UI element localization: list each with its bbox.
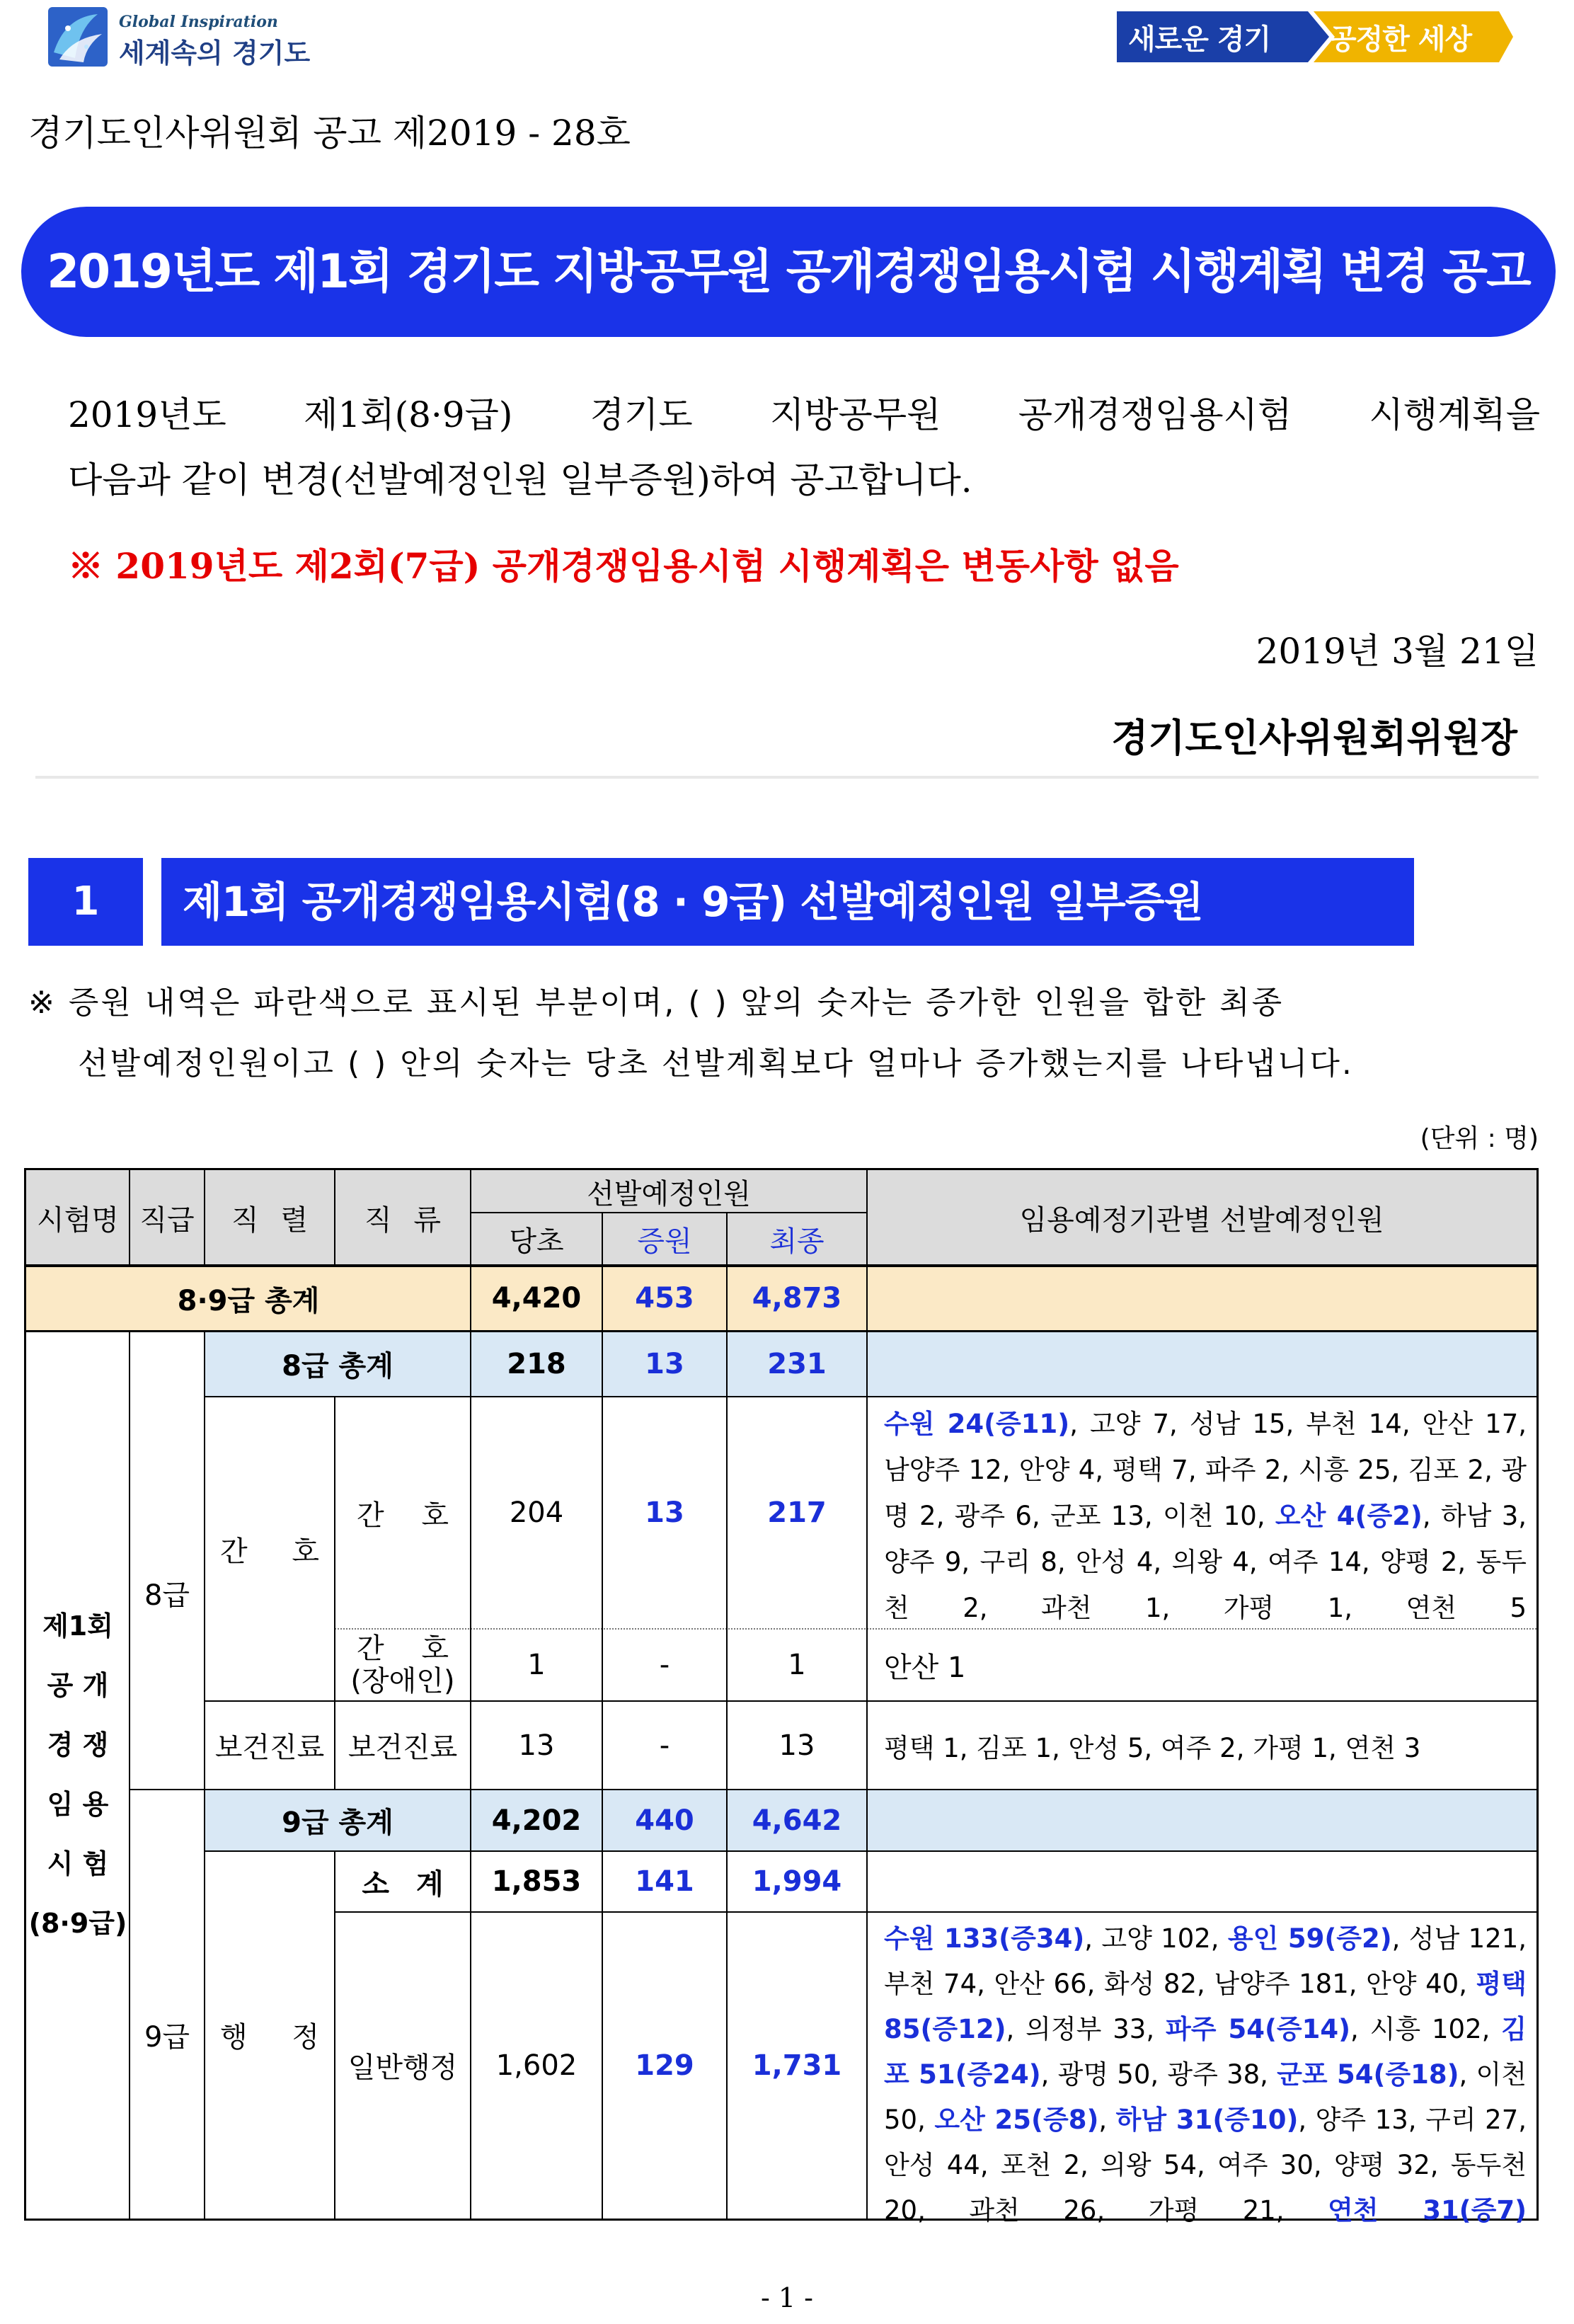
- unit-label: (단위 : 명): [1420, 1124, 1539, 1153]
- red-notice: ※ 2019년도 제2회(7급) 공개경쟁임용시험 시행계획은 변동사항 없음: [68, 545, 1179, 587]
- subtotal-original: 1,853: [491, 1865, 582, 1898]
- grid-line: [866, 1170, 868, 2219]
- grade9-total-original: 4,202: [471, 1790, 602, 1851]
- subtotal-label: 소 계: [362, 1867, 444, 1901]
- agency-increase-segment: 수원 133(증34): [884, 1923, 1085, 1954]
- nursing-final: 217: [767, 1496, 827, 1529]
- grid-line: [205, 1396, 1536, 1397]
- nursing-original: 204: [509, 1496, 564, 1529]
- agency-segment: , 광명 50, 광주 38,: [1040, 2059, 1277, 2090]
- general-admin-class: 일반행정: [347, 2051, 458, 2084]
- reference-note-line-1: ※ 증원 내역은 파란색으로 표시된 부분이며, ( ) 앞의 숫자는 증가한 인원을 합한 최종: [28, 985, 1285, 1021]
- nursing-disabled-final: 1: [788, 1649, 806, 1681]
- agency-segment: , 의정부 33,: [1006, 2014, 1166, 2044]
- logo-korean-text: 세계속의 경기도: [119, 38, 311, 69]
- agency-increase-segment: 연천 31(증7): [1328, 2195, 1527, 2226]
- total-original: 4,420: [471, 1266, 602, 1331]
- nursing-disabled-class-line2: (장애인): [350, 1665, 455, 1698]
- agency-increase-segment: 파주 54(증14): [1165, 2014, 1350, 2044]
- agency-increase-segment: 수원 24(증11): [884, 1409, 1070, 1439]
- grade9-total-label: 9급 총계: [205, 1790, 471, 1851]
- health-increase: -: [659, 1729, 670, 1762]
- title-banner: [21, 207, 1556, 337]
- exam-name-cell: 제1회 공 개 경 쟁 임 용 시 험 (8·9급): [28, 1610, 127, 1939]
- subtotal-increase: 141: [635, 1865, 694, 1898]
- slogan-banner: [1117, 11, 1513, 62]
- admin-series: 행 정: [220, 2021, 319, 2054]
- total-final: 4,873: [727, 1266, 867, 1331]
- agency-segment: , 양주 13, 구리 27, 안성 44, 포천 2, 의왕 54, 여주 30, 양평 32, 동두천 20, 과천 26, 가평 21,: [884, 2105, 1527, 2226]
- grade8-total-original: 218: [471, 1331, 602, 1397]
- agency-segment: , 성남 121, 부천 74, 안산 66, 화성 82, 남양주 181, 안양 40,: [884, 1923, 1527, 1999]
- header-exam-name: 시험명: [26, 1170, 130, 1266]
- grade8-total-increase: 13: [602, 1331, 727, 1397]
- nursing-series: 간 호: [220, 1535, 319, 1568]
- grade8-total-agency-empty: [867, 1331, 1536, 1397]
- agency-segment: , 고양 7, 성남 15, 부천 14, 안산 17, 남양주 12, 안양 4, 평택 7, 파주 2, 시흥 25, 김포 2, 광명 2, 광주 6, 군포 13, 이천 10,: [884, 1409, 1527, 1531]
- intro-line-1: 2019년도 제1회(8·9급) 경기도 지방공무원 공개경쟁임용시험 시행계획을: [68, 394, 1540, 435]
- nursing-disabled-class-line1: 간 호: [357, 1632, 449, 1665]
- grade8-label: 8급: [144, 1579, 190, 1612]
- subtotal-final: 1,994: [752, 1865, 842, 1898]
- total-agency-empty: [867, 1266, 1536, 1331]
- header-final: 최종: [727, 1213, 867, 1266]
- general-admin-agency-list: [867, 1912, 1536, 2226]
- gyeonggi-emblem-icon: [44, 3, 112, 71]
- page-number: - 1 -: [760, 2282, 813, 2313]
- total-increase: 453: [602, 1266, 727, 1331]
- agency-segment: ,: [1098, 2105, 1116, 2135]
- general-admin-increase: 129: [635, 2049, 694, 2082]
- grid-line: [26, 1330, 1536, 1332]
- agency-segment: , 이천 50,: [884, 2059, 1527, 2135]
- grid-line: [130, 1789, 1536, 1790]
- header-grade: 직급: [130, 1170, 205, 1266]
- agency-increase-segment: 군포 54(증18): [1277, 2059, 1459, 2090]
- grade8-total-final: 231: [727, 1331, 867, 1397]
- grid-line: [334, 1397, 335, 1790]
- grid-line: [334, 1170, 335, 1266]
- grid-line: [204, 1170, 205, 1266]
- agency-increase-segment: 용인 59(증2): [1227, 1923, 1392, 1954]
- grade9-total-final: 4,642: [727, 1790, 867, 1851]
- health-series: 보건진료: [214, 1731, 325, 1764]
- grade9-label: 9급: [144, 2021, 190, 2054]
- grid-line: [205, 1700, 1536, 1702]
- page-title: 2019년도 제1회 경기도 지방공무원 공개경쟁임용시험 시행계획 변경 공고: [47, 244, 1530, 299]
- gyeonggi-logo: [44, 3, 313, 71]
- nursing-disabled-increase: -: [659, 1649, 670, 1681]
- notice-date: 2019년 3월 21일: [1256, 631, 1539, 672]
- reference-note-line-2: 선발예정인원이고 ( ) 안의 숫자는 당초 선발계획보다 얼마나 증가했는지를 나타냅니다.: [78, 1046, 1354, 1082]
- grid-line-dotted: [335, 1628, 1536, 1630]
- grid-line: [129, 1170, 130, 1266]
- header-planned: 선발예정인원: [471, 1170, 867, 1213]
- section-number: 1: [28, 858, 143, 946]
- grid-line: [26, 1264, 1536, 1267]
- signer: 경기도인사위원회위원장: [1111, 715, 1517, 760]
- agency-increase-segment: 오산 4(증2): [1275, 1501, 1423, 1531]
- slogan-new-gyeonggi: 새로운 경기: [1128, 23, 1271, 56]
- grade8-spacer: [130, 1331, 205, 1397]
- header-increase: 증원: [602, 1213, 727, 1266]
- grade9-total-increase: 440: [602, 1790, 727, 1851]
- slogan-fair-world: 공정한 세상: [1329, 23, 1472, 56]
- grid-line: [470, 1170, 471, 2219]
- general-admin-original: 1,602: [495, 2049, 578, 2082]
- total-label: 8·9급 총계: [26, 1266, 471, 1331]
- divider: [35, 776, 1539, 779]
- health-original: 13: [518, 1729, 555, 1762]
- nursing-class: 간 호: [357, 1499, 449, 1532]
- recruitment-table: [24, 1168, 1539, 2226]
- health-agency: 평택 1, 김포 1, 안성 5, 여주 2, 가평 1, 연천 3: [884, 1732, 1421, 1763]
- logo-english-text: Global Inspiration: [119, 13, 278, 31]
- nursing-agency-list: [867, 1397, 1536, 1629]
- notice-number: 경기도인사위원회 공고 제2019 - 28호: [28, 113, 631, 154]
- grid-line: [334, 1851, 335, 2219]
- agency-increase-segment: 하남 31(증10): [1115, 2105, 1299, 2135]
- health-class: 보건진료: [347, 1731, 458, 1764]
- agency-increase-segment: 오산 25(증8): [934, 2105, 1099, 2135]
- agency-segment: , 고양 102,: [1084, 1923, 1228, 1954]
- nursing-disabled-class: [335, 1629, 471, 1701]
- grid-line: [204, 1331, 205, 2219]
- subtotal-agency-empty: [867, 1851, 1536, 1912]
- grid-line: [471, 1212, 867, 1213]
- header-class: 직 류: [335, 1170, 471, 1266]
- section-title: 제1회 공개경쟁임용시험(8 · 9급) 선발예정인원 일부증원: [161, 858, 1414, 946]
- nursing-disabled-original: 1: [527, 1649, 546, 1681]
- header-original: 당초: [471, 1213, 602, 1266]
- grid-line: [205, 1850, 1536, 1852]
- health-final: 13: [779, 1729, 815, 1762]
- grade9-total-agency-empty: [867, 1790, 1536, 1851]
- intro-line-2: 다음과 같이 변경(선발예정인원 일부증원)하여 공고합니다.: [68, 459, 972, 500]
- grid-line: [335, 1911, 1536, 1913]
- grade8-total-label: 8급 총계: [205, 1331, 471, 1397]
- nursing-disabled-agency: 안산 1: [884, 1651, 966, 1684]
- grid-line: [129, 1331, 130, 2219]
- agency-increase-segment: 평택 85(증12): [884, 1969, 1527, 2044]
- grid-line: [602, 1213, 603, 2219]
- grade9-spacer: [130, 1790, 205, 1851]
- grid-line: [726, 1213, 728, 2219]
- general-admin-final: 1,731: [752, 2049, 842, 2082]
- agency-segment: , 하남 3, 양주 9, 구리 8, 안성 4, 의왕 4, 여주 14, 양평 2, 동두천 2, 과천 1, 가평 1, 연천 5: [884, 1501, 1527, 1623]
- agency-increase-segment: 김포 51(증24): [884, 2014, 1527, 2090]
- agency-segment: , 시흥 102,: [1350, 2014, 1502, 2044]
- nursing-increase: 13: [645, 1496, 684, 1529]
- header-by-agency: 임용예정기관별 선발예정인원: [867, 1170, 1536, 1266]
- header-series: 직 렬: [205, 1170, 335, 1266]
